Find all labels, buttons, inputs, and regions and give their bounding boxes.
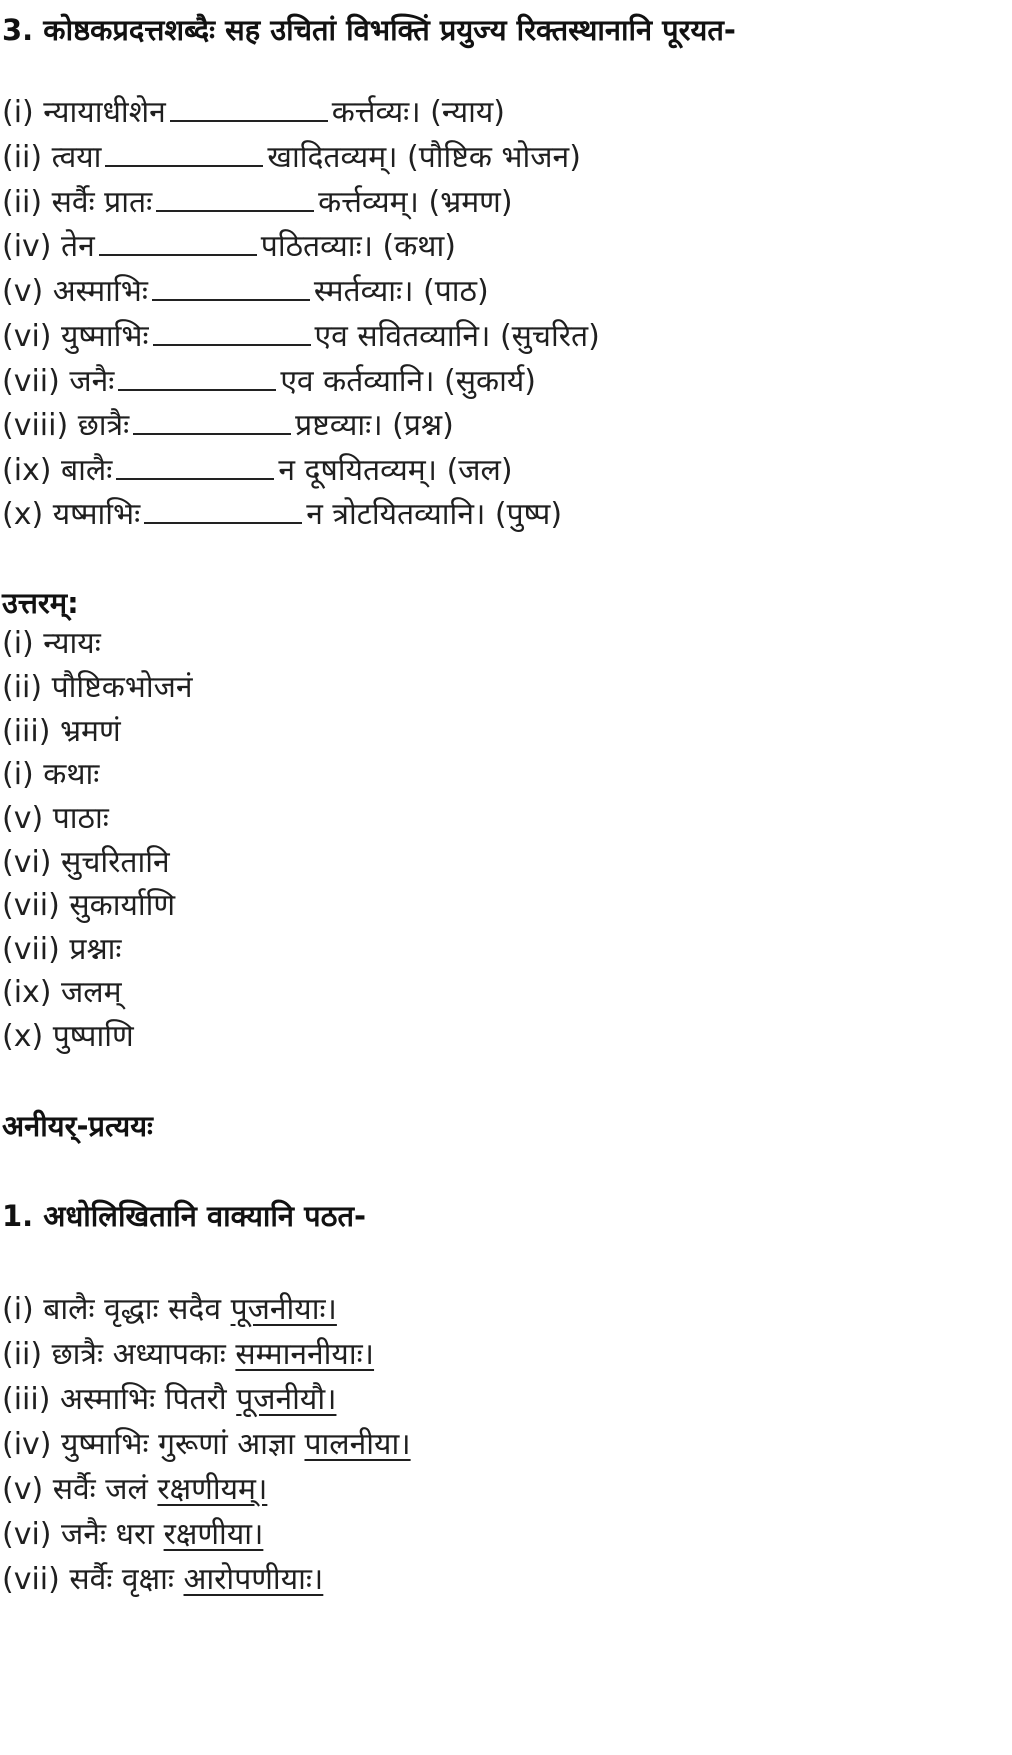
underlined-word: रक्षणीया। xyxy=(163,1517,264,1552)
item-prefix: (x) यष्माभिः xyxy=(2,497,141,532)
answer-item: (vii) प्रश्नाः xyxy=(2,932,122,967)
answer-item: (v) पाठाः xyxy=(2,801,109,836)
underlined-word: रक्षणीयम्। xyxy=(157,1472,268,1507)
sentence-item xyxy=(2,1425,411,1465)
item-suffix: एव कर्तव्यानि। (सुकार्य) xyxy=(280,364,536,399)
item-prefix: (iv) तेन xyxy=(2,229,95,264)
exercise-3-heading: 3. कोष्ठकप्रदत्तशब्दैः सह उचितां विभक्तिं प्रयुज्य रिक्तस्थानानि पूरयत- xyxy=(2,13,736,47)
fill-blank-item xyxy=(2,406,454,446)
answer-blank xyxy=(133,409,291,435)
item-suffix: पठितव्याः। (कथा) xyxy=(260,229,456,264)
sentence-text: (vi) जनैः धरा xyxy=(2,1517,155,1552)
sentence-item xyxy=(2,1515,263,1555)
item-prefix: (ii) त्वया xyxy=(2,140,102,175)
exercise-1-heading: 1. अधोलिखितानि वाक्यानि पठत- xyxy=(2,1199,367,1233)
answer-blank xyxy=(116,454,274,480)
item-suffix: न त्रोटयितव्यानि। (पुष्प) xyxy=(306,497,563,532)
item-suffix: एव सवितव्यानि। (सुचरित) xyxy=(314,319,600,354)
answer-item: (vi) सुचरितानि xyxy=(2,845,170,880)
answer-item: (x) पुष्पाणि xyxy=(2,1019,134,1054)
answer-item: (vii) सुकार्याणि xyxy=(2,888,176,923)
item-prefix: (v) अस्माभिः xyxy=(2,274,148,309)
item-suffix: कर्त्तव्यः। (न्याय) xyxy=(331,95,505,130)
sentence-item xyxy=(2,1290,337,1330)
fill-blank-item xyxy=(2,451,513,491)
answer-blank xyxy=(152,275,310,301)
answer-blank xyxy=(118,365,276,391)
item-prefix: (ix) बालैः xyxy=(2,453,113,488)
item-suffix: न दूषयितव्यम्। (जल) xyxy=(278,453,513,488)
fill-blank-item xyxy=(2,138,581,178)
underlined-word: सम्माननीयाः। xyxy=(235,1337,375,1372)
item-suffix: कर्त्तव्यम्। (भ्रमण) xyxy=(318,185,513,220)
fill-blank-item xyxy=(2,495,562,535)
sentence-text: (i) बालैः वृद्धाः सदैव xyxy=(2,1292,222,1327)
underlined-word: आरोपणीयाः। xyxy=(183,1562,324,1597)
answer-blank xyxy=(99,230,257,256)
answer-blank xyxy=(170,96,328,122)
item-prefix: (viii) छात्रैः xyxy=(2,408,130,443)
answer-item: (i) न्यायः xyxy=(2,626,101,661)
sentence-text: (iv) युष्माभिः गुरूणां आज्ञा xyxy=(2,1427,295,1462)
answer-item: (ix) जलम् xyxy=(2,975,122,1010)
answer-item: (i) कथाः xyxy=(2,757,100,792)
answer-item: (ii) पौष्टिकभोजनं xyxy=(2,670,193,705)
sentence-text: (ii) छात्रैः अध्यापकाः xyxy=(2,1337,226,1372)
sentence-text: (iii) अस्माभिः पितरौ xyxy=(2,1382,227,1417)
answer-blank xyxy=(153,320,311,346)
answer-item: (iii) भ्रमणं xyxy=(2,714,121,749)
fill-blank-item xyxy=(2,227,456,267)
sentence-item xyxy=(2,1470,267,1510)
item-prefix: (ii) सर्वैः प्रातः xyxy=(2,185,153,220)
underlined-word: पूजनीयाः। xyxy=(230,1292,337,1327)
item-suffix: स्मर्तव्याः। (पाठ) xyxy=(313,274,489,309)
answer-blank xyxy=(156,186,314,212)
item-prefix: (vi) युष्माभिः xyxy=(2,319,149,354)
item-suffix: प्रष्टव्याः। (प्रश्न) xyxy=(295,408,454,443)
item-prefix: (i) न्यायाधीशेन xyxy=(2,95,166,130)
answer-blank xyxy=(105,141,263,167)
underlined-word: पालनीया। xyxy=(304,1427,411,1462)
sentence-text: (v) सर्वैः जलं xyxy=(2,1472,148,1507)
item-prefix: (vii) जनैः xyxy=(2,364,115,399)
fill-blank-item xyxy=(2,317,600,357)
section-heading: अनीयर्-प्रत्ययः xyxy=(2,1109,153,1143)
sentence-item xyxy=(2,1560,323,1600)
fill-blank-item xyxy=(2,362,536,402)
underlined-word: पूजनीयौ। xyxy=(236,1382,337,1417)
sentence-item xyxy=(2,1335,374,1375)
sentence-item xyxy=(2,1380,336,1420)
answer-blank xyxy=(144,498,302,524)
sentence-text: (vii) सर्वैः वृक्षाः xyxy=(2,1562,174,1597)
answer-heading: उत्तरम्: xyxy=(2,586,79,620)
fill-blank-item xyxy=(2,93,505,133)
fill-blank-item xyxy=(2,183,513,223)
item-suffix: खादितव्यम्। (पौष्टिक भोजन) xyxy=(267,140,581,175)
fill-blank-item xyxy=(2,272,489,312)
